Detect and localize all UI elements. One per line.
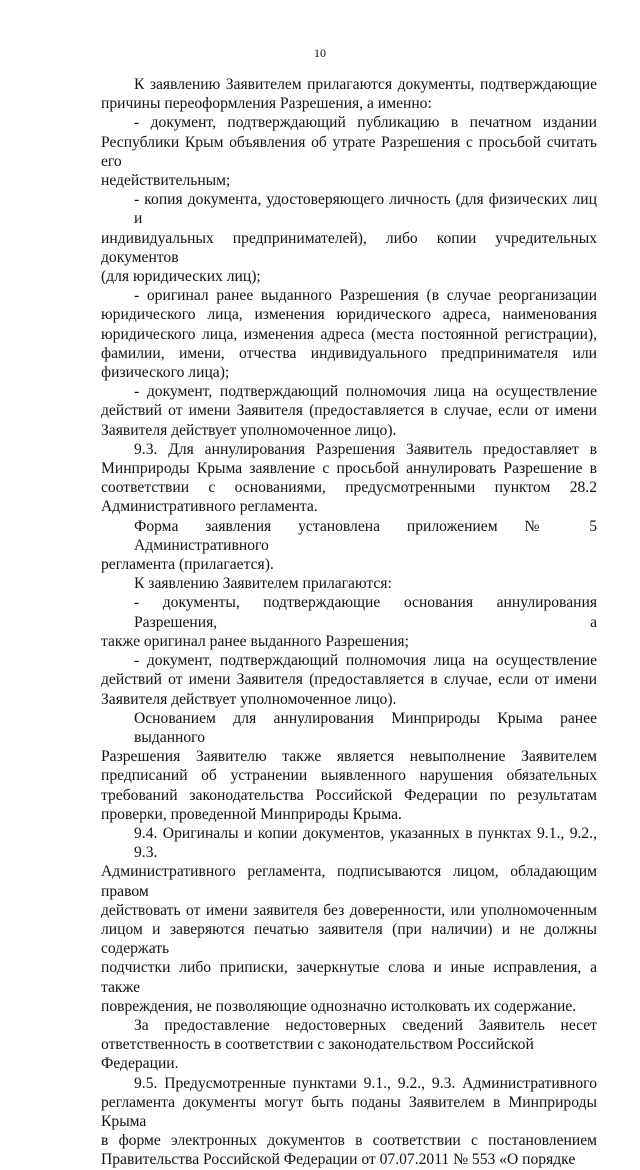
text-line: - документ, подтверждающий полномочия лица на осуществление: [134, 652, 597, 670]
text-line: Республики Крым объявления об утрате Разрешения с просьбой считать его: [101, 133, 597, 170]
text-line: юридического лица, изменения юридического адреса, наименования: [101, 306, 597, 324]
text-line: недействительным;: [101, 172, 231, 190]
text-line: За предоставление недостоверных сведений Заявитель несет: [134, 1016, 597, 1034]
text-line: предписаний об устранении выявленного нарушения обязательных: [101, 767, 597, 785]
text-line: 9.4. Оригиналы и копии документов, указанных в пунктах 9.1., 9.2., 9.3.: [134, 824, 597, 862]
paragraph: [101, 1074, 597, 1170]
text-line: лицом и заверяются печатью заявителя (при наличии) и не должны содержать: [101, 920, 597, 958]
paragraph: [101, 286, 597, 382]
text-line: Административного регламента.: [101, 498, 318, 516]
text-line: Разрешения Заявителю также является невыполнение Заявителем: [101, 748, 597, 766]
text-line: (для юридических лиц);: [101, 268, 261, 286]
text-line: К заявлению Заявителем прилагаются:: [134, 575, 392, 593]
text-line: регламента документы могут быть поданы Заявителем в Минприроды Крыма: [101, 1093, 597, 1130]
page-number: 10: [314, 46, 326, 60]
paragraph: [101, 113, 597, 190]
text-line: физического лица);: [101, 364, 230, 382]
paragraph: [101, 382, 597, 440]
text-line: Форма заявления установлена приложением № 5 Административного: [134, 517, 597, 554]
paragraph: [101, 190, 597, 286]
text-line: повреждения, не позволяющие однозначно истолковать их содержание.: [101, 997, 577, 1015]
text-line: действовать от имени заявителя без доверенности, или уполномоченным: [101, 901, 597, 919]
paragraph: [101, 75, 597, 113]
paragraph: [101, 517, 597, 575]
text-line: - документ, подтверждающий полномочия лица на осуществление: [134, 383, 597, 401]
text-line: Административного регламента, подписываются лицом, обладающим правом: [101, 863, 597, 900]
paragraph: [101, 1016, 597, 1074]
text-line: ответственность в соответствии с законодательством Российской Федерации.: [101, 1036, 534, 1073]
text-line: в форме электронных документов в соответствии с постановлением: [101, 1132, 597, 1150]
text-line: Заявителя действует уполномоченное лицо).: [101, 690, 397, 708]
text-line: - копия документа, удостоверяющего личность (для физических лиц и: [134, 191, 597, 228]
text-line: Правительства Российской Федерации от 07.07.2011 № 553 «О порядке: [101, 1151, 576, 1169]
paragraph: [101, 651, 597, 709]
paragraph: [101, 709, 597, 824]
paragraph: [101, 824, 597, 1016]
text-line: юридического лица, изменения адреса (места постоянной регистрации),: [101, 325, 597, 343]
document-body: [101, 75, 597, 1170]
text-line: подчистки либо приписки, зачеркнутые слова и иные исправления, а также: [101, 959, 597, 996]
text-line: Заявителя действует уполномоченное лицо).: [101, 421, 397, 439]
text-line: 9.3. Для аннулирования Разрешения Заявитель предоставляет в: [134, 440, 597, 458]
text-line: требований законодательства Российской Федерации по результатам: [101, 786, 597, 804]
text-line: проверки, проведенной Минприроды Крыма.: [101, 805, 402, 823]
text-line: - документ, подтверждающий публикацию в печатном издании: [134, 114, 597, 132]
text-line: 9.5. Предусмотренные пунктами 9.1., 9.2., 9.3. Административного: [134, 1074, 597, 1092]
paragraph: [101, 574, 597, 593]
text-line: индивидуальных предпринимателей), либо копии учредительных документов: [101, 229, 597, 266]
paragraph: [101, 593, 597, 651]
text-line: соответствии с основаниями, предусмотренными пунктом 28.2: [101, 479, 597, 497]
text-line: действий от имени Заявителя (предоставляется в случае, если от имени: [101, 671, 597, 689]
text-line: действий от имени Заявителя (предоставляется в случае, если от имени: [101, 402, 597, 420]
text-line: - документы, подтверждающие основания аннулирования Разрешения, а: [134, 594, 597, 631]
text-line: К заявлению Заявителем прилагаются документы, подтверждающие: [134, 76, 597, 93]
text-line: причины переоформления Разрешения, а именно:: [101, 95, 432, 113]
text-line: Основанием для аннулирования Минприроды Крыма ранее выданного: [134, 709, 597, 746]
paragraph: [101, 440, 597, 517]
text-line: - оригинал ранее выданного Разрешения (в случае реорганизации: [134, 287, 597, 305]
text-line: Минприроды Крыма заявление с просьбой аннулировать Разрешение в: [101, 460, 597, 478]
text-line: также оригинал ранее выданного Разрешения;: [101, 632, 409, 650]
text-line: фамилии, имени, отчества индивидуального предпринимателя или: [101, 344, 597, 362]
text-line: регламента (прилагается).: [101, 556, 274, 574]
